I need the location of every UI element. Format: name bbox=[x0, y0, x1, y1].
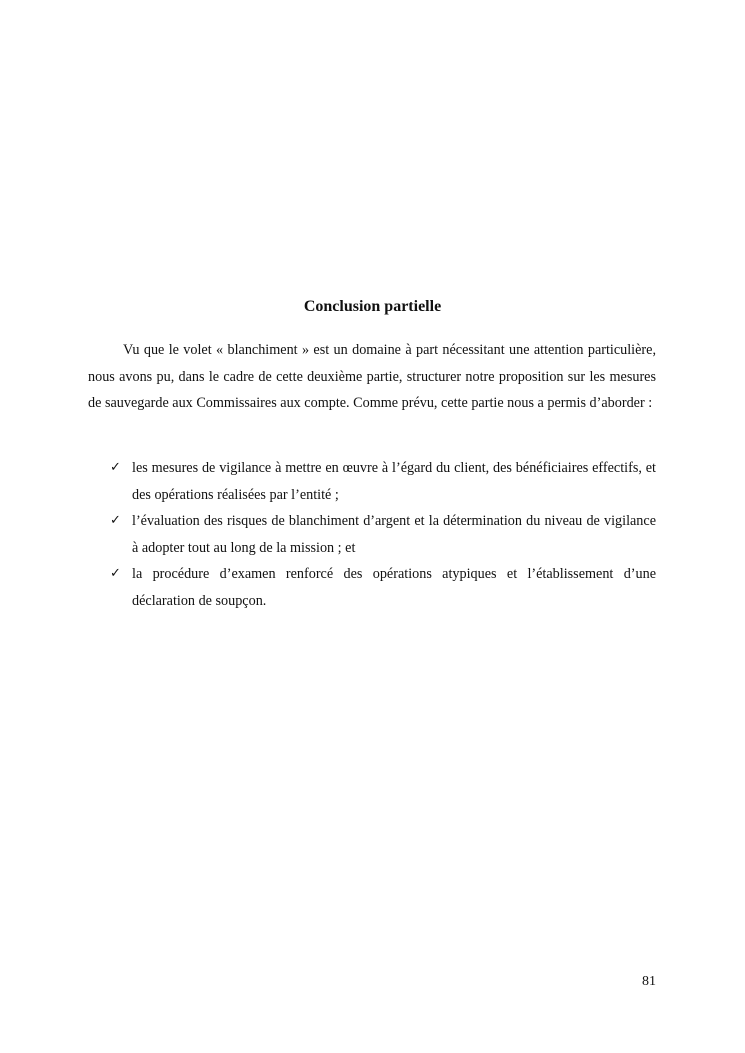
check-icon: ✓ bbox=[110, 513, 121, 528]
list-item-text: les mesures de vigilance à mettre en œuvre à l’égard du client, des bénéficiaires effectifs, et des opérations réalisées par l’entité ; bbox=[132, 460, 656, 503]
intro-paragraph: Vu que le volet « blanchiment » est un domaine à part nécessitant une attention particulière, nous avons pu, dans le cadre de cette deuxième partie, structurer notre proposition sur les mesures de sauvegarde aux Commissaires aux compte. Comme prévu, cette partie nous a permis d’aborder : bbox=[88, 342, 656, 411]
list-item bbox=[88, 561, 656, 614]
bullet-list bbox=[88, 455, 656, 614]
page-number: 81 bbox=[642, 974, 656, 989]
list-item-text: l’évaluation des risques de blanchiment d’argent et la détermination du niveau de vigilance à adopter tout au long de la mission ; et bbox=[132, 513, 656, 556]
section-title: Conclusion partielle bbox=[303, 298, 442, 315]
check-icon: ✓ bbox=[110, 460, 121, 475]
list-item bbox=[88, 508, 656, 561]
check-icon: ✓ bbox=[110, 566, 121, 581]
list-item-text: la procédure d’examen renforcé des opérations atypiques et l’établissement d’une déclaration de soupçon. bbox=[132, 566, 656, 609]
list-item bbox=[88, 455, 656, 508]
